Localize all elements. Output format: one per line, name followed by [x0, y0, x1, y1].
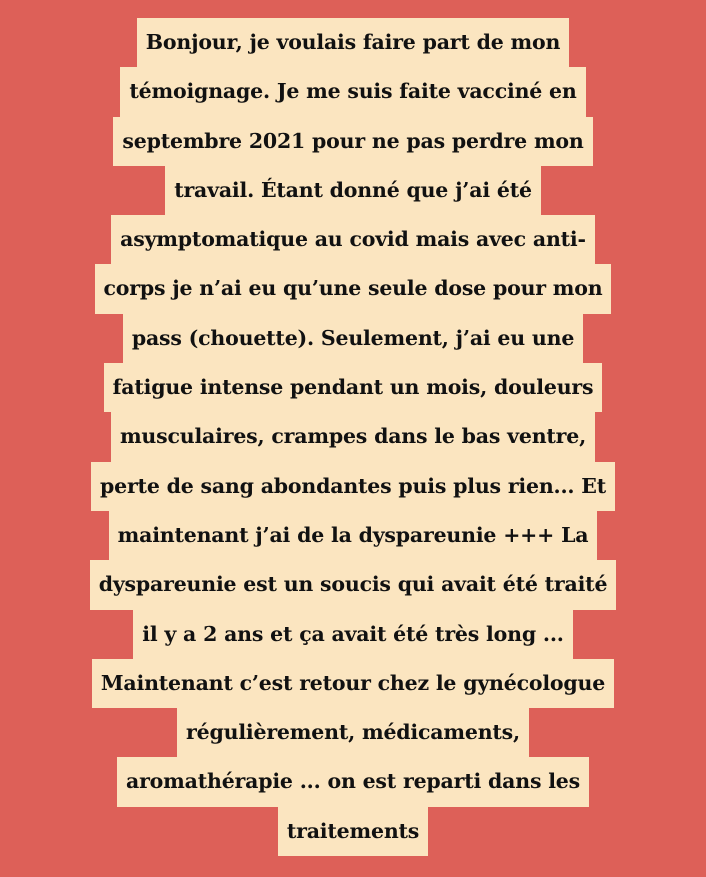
testimony-line: dyspareunie est un soucis qui avait été traité — [90, 560, 617, 609]
testimony-line: asymptomatique au covid mais avec anti- — [111, 215, 595, 264]
testimony-line: traitements — [278, 807, 428, 856]
testimony-line: pass (chouette). Seulement, j’ai eu une — [123, 314, 583, 363]
testimony-line: il y a 2 ans et ça avait été très long ... — [133, 610, 572, 659]
testimony-line: travail. Étant donné que j’ai été — [165, 166, 541, 215]
testimony-line: maintenant j’ai de la dyspareunie +++ La — [109, 511, 598, 560]
testimony-line: aromathérapie ... on est reparti dans les — [117, 757, 589, 806]
testimony-line: Maintenant c’est retour chez le gynécologue — [92, 659, 614, 708]
testimony-line: corps je n’ai eu qu’une seule dose pour mon — [95, 264, 612, 313]
testimony-line: fatigue intense pendant un mois, douleurs — [104, 363, 603, 412]
testimony-line: Bonjour, je voulais faire part de mon — [137, 18, 569, 67]
testimony-line: musculaires, crampes dans le bas ventre, — [111, 412, 595, 461]
testimony-line: perte de sang abondantes puis plus rien... Et — [91, 462, 615, 511]
testimony-line: régulièrement, médicaments, — [177, 708, 529, 757]
testimony-text — [0, 18, 706, 856]
testimony-line: témoignage. Je me suis faite vacciné en — [120, 67, 585, 116]
testimony-line: septembre 2021 pour ne pas perdre mon — [113, 117, 592, 166]
